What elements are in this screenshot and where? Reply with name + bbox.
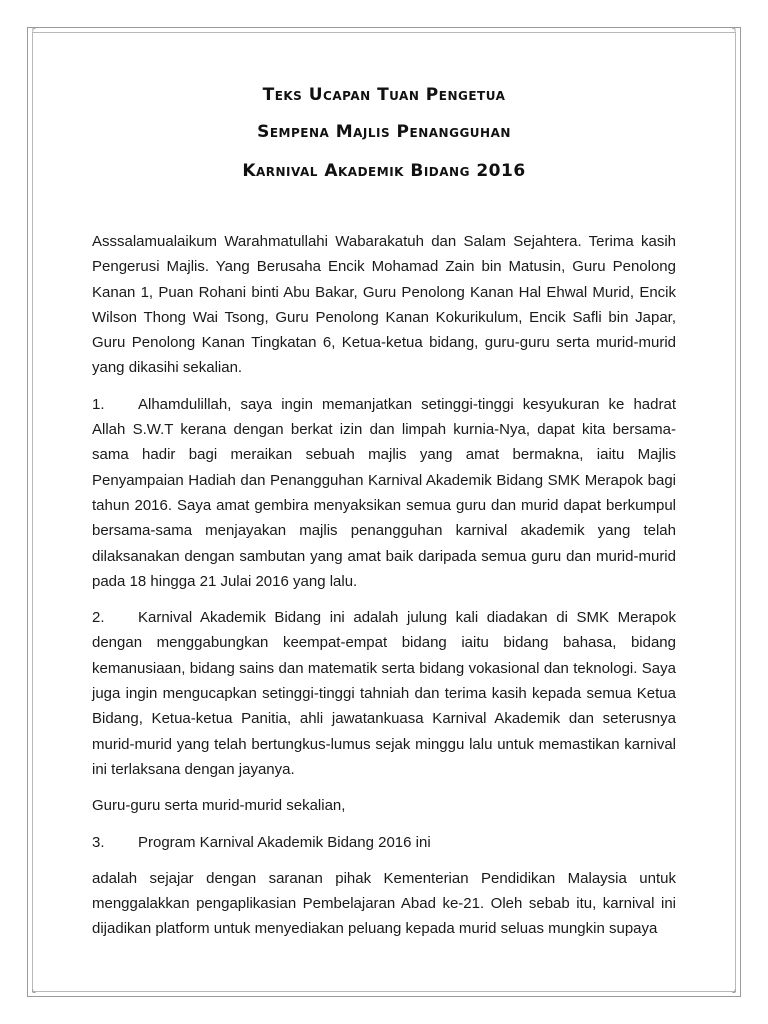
paragraph-3: [92, 830, 676, 855]
corner-ornament-icon: ⌞: [31, 984, 37, 995]
paragraph-text: Karnival Akademik Bidang ini adalah julung kali diadakan di SMK Merapok dengan menggabungkan keempat-empat bidang iaitu bidang bahasa, bidang kemanusiaan, bidang sains dan matematik serta bidang vokasional dan teknologi. Saya juga ingin mengucapkan setinggi-tinggi tahniah dan terima kasih kepada semua Ketua Bidang, Ketua-ketua Panitia, ahli jawatankuasa Karnival Akademik dan seterusnya murid-murid yang telah bertungkus-lumus sejak minggu lalu untuk memastikan karnival ini terlaksana dengan jayanya.: [92, 609, 676, 778]
corner-ornament-icon: ⌟: [731, 984, 737, 995]
paragraph-text: Alhamdulillah, saya ingin memanjatkan setinggi-tinggi kesyukuran ke hadrat Allah S.W.T kerana dengan berkat izin dan limpah kurnia-Nya, dapat kita bersama-sama hadir bagi meraikan sebuah majlis yang amat bermakna, iaitu Majlis Penyampaian Hadiah dan Penangguhan Karnival Akademik Bidang SMK Merapok bagi tahun 2016. Saya amat gembira menyaksikan semua guru dan murid dapat berkumpul bersama-sama menjayakan majlis penangguhan karnival akademik yang telah dilaksanakan dengan sambutan yang amat baik daripada semua guru dan murid-murid pada 18 hingga 21 Julai 2016 yang lalu.: [92, 395, 676, 590]
paragraph-greeting: [92, 229, 676, 381]
paragraph-2: [92, 605, 676, 782]
paragraph-number: 1.: [92, 395, 105, 413]
paragraph-1: [92, 392, 676, 594]
speech-body: [92, 229, 676, 953]
corner-ornament-icon: ⌝: [731, 28, 737, 39]
paragraph-address: [92, 793, 676, 818]
paragraph-number: 3.: [92, 833, 105, 851]
title-line-2: Sempena Majlis Penangguhan: [257, 122, 511, 142]
paragraph-text: Asssalamualaikum Warahmatullahi Wabarakatuh dan Salam Sejahtera. Terima kasih Pengerusi Majlis. Yang Berusaha Encik Mohamad Zain bin Matusin, Guru Penolong Kanan 1, Puan Rohani binti Abu Bakar, Guru Penolong Kanan Hal Ehwal Murid, Encik Wilson Thong Wai Tsong, Guru Penolong Kanan Kokurikulum, Encik Safli bin Japar, Guru Penolong Kanan Tingkatan 6, Ketua-ketua bidang, guru-guru serta murid-murid yang dikasihi sekalian.: [92, 233, 676, 377]
title-line-1: Teks Ucapan Tuan Pengetua: [262, 85, 506, 105]
paragraph-3-continued: [92, 866, 676, 942]
paragraph-text: adalah sejajar dengan saranan pihak Kementerian Pendidikan Malaysia untuk menggalakkan pengaplikasian Pembelajaran Abad ke-21. Oleh sebab itu, karnival ini dijadikan platform untuk menyediakan peluang kepada murid seluas mungkin supaya: [92, 869, 676, 938]
paragraph-number: 2.: [92, 609, 105, 627]
title-line-3: Karnival Akademik Bidang 2016: [242, 161, 526, 181]
paragraph-text: Program Karnival Akademik Bidang 2016 ini: [138, 833, 431, 851]
corner-ornament-icon: ⌜: [31, 28, 37, 39]
paragraph-text: Guru-guru serta murid-murid sekalian,: [92, 797, 346, 815]
